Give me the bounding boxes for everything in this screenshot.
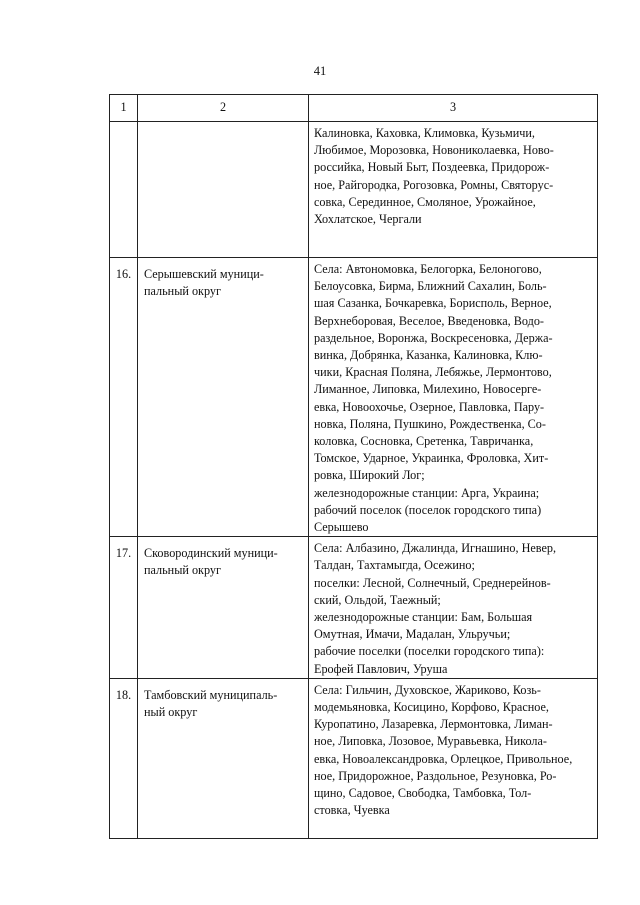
- settlements-line: евка, Новоохочье, Озерное, Павловка, Пару-: [314, 399, 545, 414]
- settlements-line: винка, Добрянка, Казанка, Калиновка, Клю-: [314, 348, 543, 363]
- settlements-line: евка, Новоалександровка, Орлецкое, Привольное,: [314, 751, 573, 766]
- settlements-line: Любимое, Морозовка, Новониколаевка, Ново-: [314, 143, 554, 158]
- settlements-line: ное, Придорожное, Раздольное, Резуновка, Ро-: [314, 768, 557, 783]
- district-name-line: Тамбовский муниципаль-: [144, 687, 278, 702]
- table-row: [110, 122, 598, 258]
- district-name-line: Серышевский муници-: [144, 267, 264, 281]
- settlements-line: Ерофей Павлович, Уруша: [314, 661, 448, 676]
- settlements-line: железнодорожные станции: Арга, Украина;: [314, 485, 540, 500]
- district-name-line: Сковородинский муници-: [144, 546, 278, 561]
- district-name: [138, 537, 309, 679]
- settlements-line: ное, Райгородка, Рогозовка, Ромны, Святорус-: [314, 177, 554, 192]
- settlements-line: щино, Садовое, Свободка, Тамбовка, Тол-: [314, 786, 532, 801]
- district-name-line: пальный округ: [144, 284, 221, 299]
- settlements-line: ровка, Широкий Лог;: [314, 468, 425, 483]
- settlements-line: Верхнеборовая, Веселое, Введеновка, Водо-: [314, 313, 544, 328]
- district-name-line: пальный округ: [144, 563, 221, 578]
- settlements-line: Села: Албазино, Джалинда, Игнашино, Невер,: [314, 541, 557, 556]
- settlements-line: Калиновка, Каховка, Климовка, Кузьмичи,: [314, 126, 535, 140]
- settlements-line: Села: Гильчин, Духовское, Жариково, Козь-: [314, 682, 541, 697]
- settlements-list: [309, 537, 598, 679]
- settlements-line: Талдан, Тахтамыгда, Осежино;: [314, 558, 475, 573]
- settlements-line: Села: Автономовка, Белогорка, Белоногово,: [314, 262, 542, 276]
- settlements-line: чики, Красная Поляна, Лебяжье, Лермонтово,: [314, 365, 552, 380]
- settlements-line: модемьяновка, Косицино, Корфово, Красное,: [314, 700, 549, 715]
- table-row: [110, 678, 598, 838]
- table-row: [110, 537, 598, 679]
- settlements-line: Лиманное, Липовка, Милехино, Новосерге-: [314, 382, 542, 397]
- column-header-3: 3: [309, 95, 598, 122]
- district-name: [138, 678, 309, 838]
- settlements-line: ский, Ольдой, Таежный;: [314, 592, 441, 607]
- settlements-line: совка, Серединное, Смоляное, Урожайное,: [314, 194, 536, 209]
- settlements-line: стовка, Чуевка: [314, 803, 390, 818]
- table-header-row: [110, 95, 598, 122]
- settlements-list: [309, 122, 598, 258]
- settlements-line: рабочий поселок (поселок городского типа): [314, 502, 542, 517]
- column-header-1: 1: [110, 95, 138, 122]
- settlements-line: Белоусовка, Бирма, Ближний Сахалин, Боль-: [314, 279, 547, 294]
- column-header-2: 2: [138, 95, 309, 122]
- row-number: [110, 122, 138, 258]
- settlements-line: Хохлатское, Чергали: [314, 212, 422, 227]
- settlements-line: коловка, Сосновка, Сретенка, Тавричанка,: [314, 434, 534, 449]
- settlements-line: шая Сазанка, Бочкаревка, Борисполь, Верное,: [314, 296, 552, 311]
- settlements-list: [309, 258, 598, 537]
- settlements-line: ное, Липовка, Лозовое, Муравьевка, Никола-: [314, 734, 547, 749]
- settlements-line: Серышево: [314, 520, 369, 535]
- table-row: [110, 258, 598, 537]
- settlements-line: раздельное, Воронжа, Воскресеновка, Держа-: [314, 330, 553, 345]
- settlements-line: российка, Новый Быт, Поздеевка, Придорож-: [314, 160, 550, 175]
- settlements-line: рабочие поселки (поселки городского типа):: [314, 644, 545, 659]
- settlements-line: Куропатино, Лазаревка, Лермонтовка, Лиман-: [314, 717, 553, 732]
- district-name: [138, 258, 309, 537]
- district-name-line: ный округ: [144, 705, 198, 720]
- settlements-line: Омутная, Имачи, Мадалан, Ульручьи;: [314, 627, 511, 642]
- district-name: [138, 122, 309, 258]
- settlements-line: железнодорожные станции: Бам, Большая: [314, 610, 533, 625]
- settlements-table: [109, 94, 598, 839]
- row-number: 18.: [110, 678, 138, 838]
- page-number: 41: [313, 64, 327, 78]
- settlements-list: [309, 678, 598, 838]
- settlements-line: новка, Поляна, Пушкино, Рождественка, Со-: [314, 416, 546, 431]
- row-number: 16.: [110, 258, 138, 537]
- row-number: 17.: [110, 537, 138, 679]
- settlements-line: поселки: Лесной, Солнечный, Среднерейнов-: [314, 575, 551, 590]
- settlements-line: Томское, Ударное, Украинка, Фроловка, Хит-: [314, 451, 549, 466]
